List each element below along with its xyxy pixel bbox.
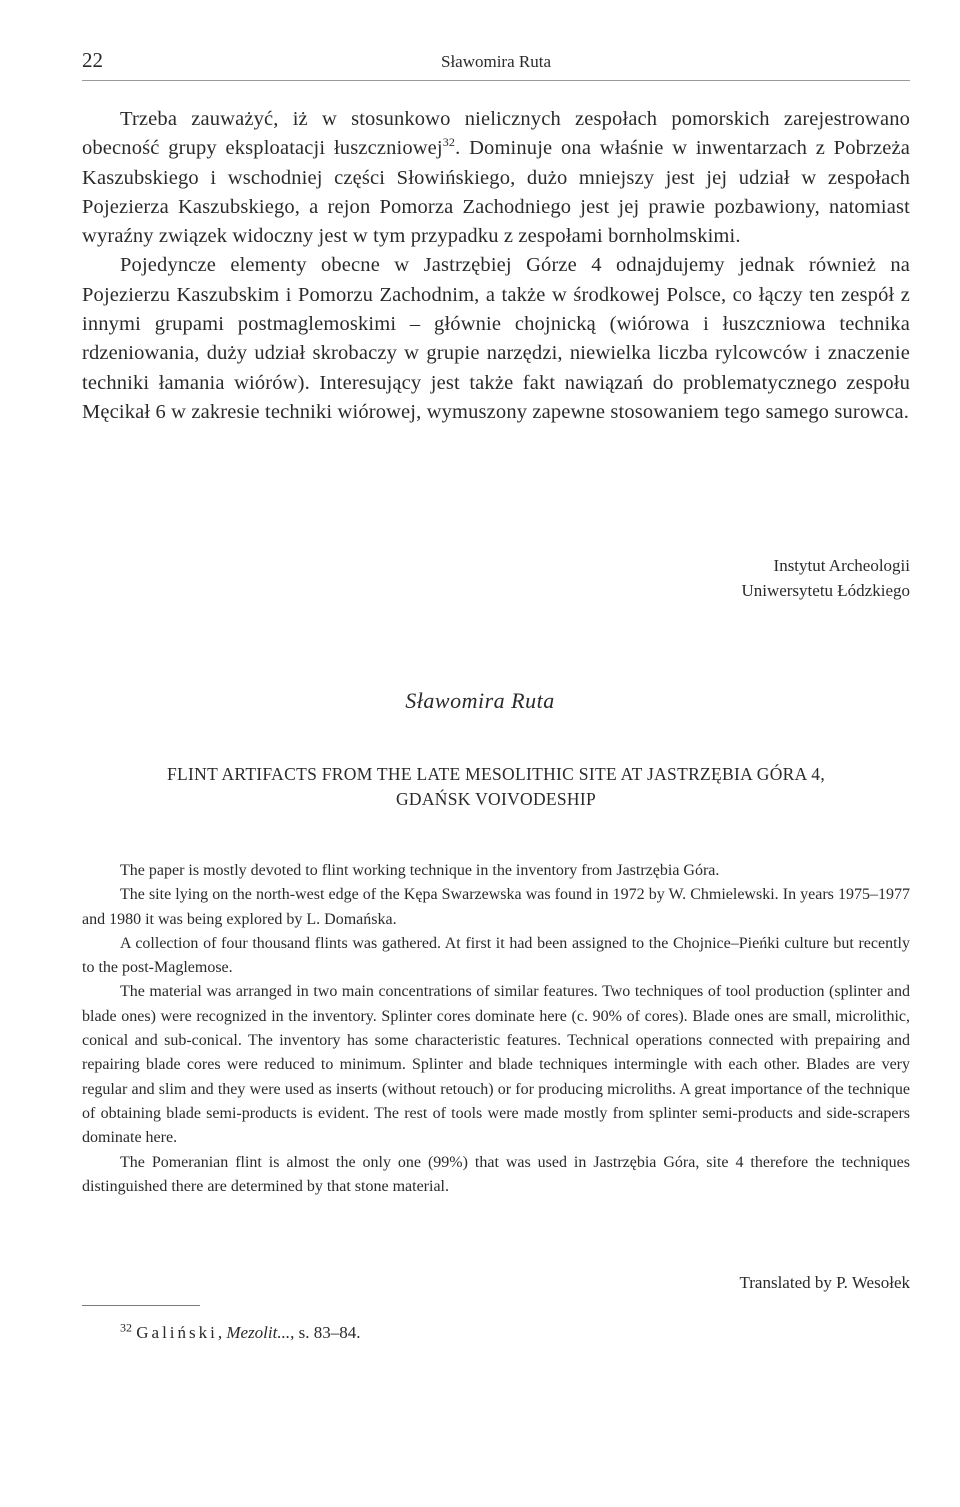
affiliation bbox=[741, 553, 910, 603]
footnote-author: Galiński bbox=[136, 1323, 218, 1342]
footnote bbox=[120, 1320, 361, 1343]
summary-paragraph-3: A collection of four thousand flints was gathered. At first it had been assigned to the Chojnice–Pieńki culture but recently to the post-Maglemose. bbox=[82, 934, 910, 977]
summary-paragraph-5: The Pomeranian flint is almost the only one (99%) that was used in Jastrzębia Góra, site 4 therefore the techniques distinguished there are determined by that stone material. bbox=[82, 1153, 910, 1195]
footnote-pages: , s. 83–84. bbox=[290, 1323, 361, 1342]
footnote-divider bbox=[82, 1305, 200, 1306]
affiliation-line-1: Instytut Archeologii bbox=[773, 556, 910, 575]
english-summary bbox=[82, 859, 910, 1199]
footnote-work: Mezolit... bbox=[226, 1323, 291, 1342]
summary-title bbox=[82, 762, 910, 812]
body-paragraph-1-end: . Dominuje ona właśnie w inwentarzach z Pobrzeża Kaszubskiego i wschodniej części Słowińskiego, dużo mniejszy jest jej udział w zespołach Pojezierza Kaszubskiego, a rejon Pomorza Zachodniego jest jej prawie pozbawiony, natomiast wyraźny związek widoczny jest w tym przypadku z zespołami bornholmskimi. bbox=[82, 137, 911, 248]
footnote-separator: , bbox=[217, 1323, 227, 1342]
body-paragraph-2: Pojedyncze elementy obecne w Jastrzębiej Górze 4 odnajdujemy jednak również na Pojezierzu Kaszubskim i Pomorzu Zachodnim, a także w środkowej Polsce, co łączy ten zespół z innymi grupami postmaglemoskimi – głównie chojnicką (wiórowa i łuszczniowa technika rdzeniowania, duży udział skrobaczy w grupie narzędzi, niewielka liczba rylcowców i znaczenie techniki łamania wiórów). Interesujący jest także fakt nawiązań do problematycznego zespołu Męcikał 6 w zakresie techniki wiórowej, wymuszony zapewne stosowaniem tego samego surowca. bbox=[82, 254, 910, 423]
summary-paragraph-4: The material was arranged in two main concentrations of similar features. Two techniques of tool production (splinter and blade ones) were recognized in the inventory. Splinter cores dominate here (c. 90% of cores). Blade ones are small, microlithic, conical and sub-conical. The inventory has some characteristic features. Technical operations connected with prepairing and repairing blade cores were reduced to minimum. Splinter and blade techniques intermingle with each other. Blades are very regular and slim and they were used as inserts (without retouch) or for producing microliths. A great importance of the technique of obtaining blade semi-products is evident. The rest of tools were made mostly from splinter semi-products and side-scrapers dominate here. bbox=[82, 983, 910, 1147]
body-text bbox=[82, 105, 910, 427]
body-paragraph-1-start: Trzeba zauważyć, iż w stosunkowo nielicznych zespołach pomorskich zarejestrowano obecność grupy eksploatacji łuszczniowej bbox=[82, 108, 910, 160]
footnote-reference: 32 bbox=[442, 135, 456, 150]
summary-title-line-1: FLINT ARTIFACTS FROM THE LATE MESOLITHIC SITE AT JASTRZĘBIA GÓRA 4, bbox=[166, 764, 825, 784]
page-header bbox=[82, 44, 910, 81]
running-head: Sławomira Ruta bbox=[440, 52, 551, 71]
page-number: 22 bbox=[82, 48, 103, 72]
summary-title-line-2: GDAŃSK VOIVODESHIP bbox=[395, 789, 597, 809]
summary-author: Sławomira Ruta bbox=[405, 688, 555, 713]
body-paragraph-1 bbox=[82, 105, 910, 251]
summary-paragraph-2: The site lying on the north-west edge of the Kępa Swarzewska was found in 1972 by W. Chmielewski. In years 1975–1977 and 1980 it was being explored by L. Domańska. bbox=[82, 886, 910, 928]
summary-paragraph-1: The paper is mostly devoted to flint working technique in the inventory from Jastrzębia Góra. bbox=[120, 862, 720, 879]
translator-credit: Translated by P. Wesołek bbox=[739, 1273, 910, 1292]
affiliation-line-2: Uniwersytetu Łódzkiego bbox=[741, 581, 910, 600]
footnote-number: 32 bbox=[120, 1320, 132, 1335]
